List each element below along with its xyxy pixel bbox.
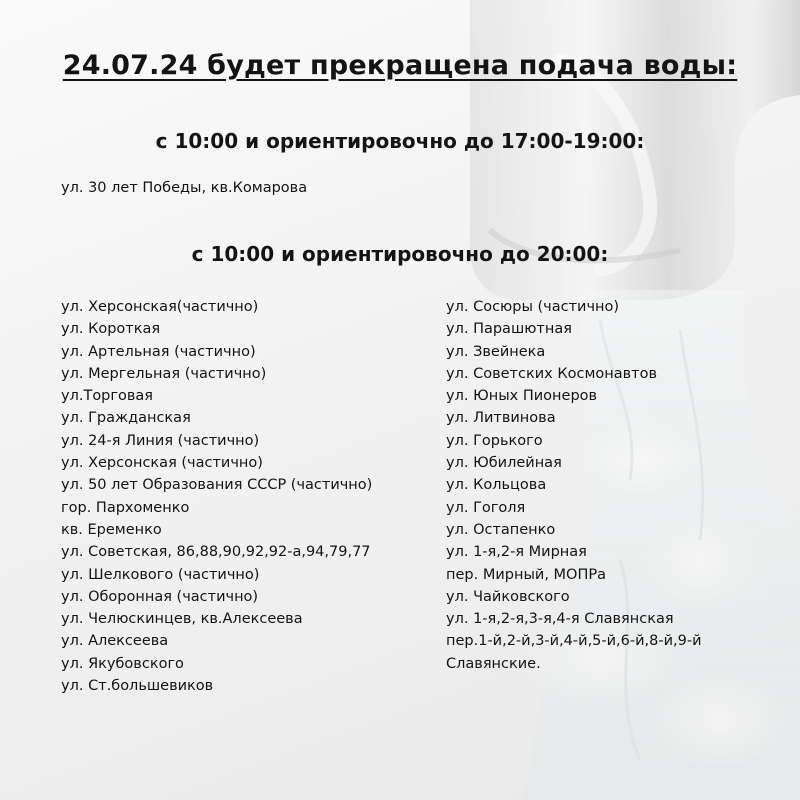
street-item: ул. Гоголя	[446, 499, 526, 516]
section-heading-17-19: с 10:00 и ориентировочно до 17:00-19:00:	[155, 129, 645, 153]
street-item: ул.Торговая	[61, 388, 154, 405]
street-item: пер. Мирный, МОПРа	[446, 566, 606, 583]
street-item: ул. Мергельная (частично)	[61, 365, 267, 382]
street-item: Славянские.	[446, 655, 541, 672]
section-heading-20: с 10:00 и ориентировочно до 20:00:	[191, 242, 609, 266]
street-item: ул. Короткая	[61, 321, 161, 338]
street-item: ул. 24-я Линия (частично)	[61, 432, 260, 449]
street-item: ул. 50 лет Образования СССР (частично)	[61, 477, 373, 494]
street-item: ул. Кольцова	[446, 477, 547, 494]
street-item: ул. Парашютная	[446, 321, 572, 338]
street-item: ул. Юных Пионеров	[446, 388, 598, 405]
street-item: ул. Артельная (частично)	[61, 343, 256, 360]
street-item: ул. Горького	[446, 432, 543, 449]
street-item: ул. Советская, 86,88,90,92,92-а,94,79,77	[61, 544, 371, 561]
street-item: кв. Еременко	[61, 521, 162, 538]
street-item: ул. Сосюры (частично)	[446, 299, 620, 315]
street-item: ул. Гражданская	[61, 410, 191, 427]
street-item: ул. Херсонская(частично)	[61, 299, 259, 315]
street-item: ул. Звейнека	[446, 343, 546, 360]
street-item: ул. Чайковского	[446, 588, 570, 605]
street-single: ул. 30 лет Победы, кв.Комарова	[61, 180, 308, 196]
street-item: ул. Остапенко	[446, 521, 556, 538]
street-item: ул. Ст.большевиков	[61, 678, 214, 695]
street-item: ул. Якубовского	[61, 655, 184, 672]
street-item: ул. Челюскинцев, кв.Алексеева	[61, 611, 303, 628]
street-list-right	[446, 296, 702, 675]
street-list-left	[61, 296, 372, 697]
street-item: ул. 1-я,2-я,3-я,4-я Славянская	[446, 611, 674, 628]
street-item: пер.1-й,2-й,3-й,4-й,5-й,6-й,8-й,9-й	[446, 633, 702, 650]
street-item: ул. Шелкового (частично)	[61, 566, 260, 583]
street-item: гор. Пархоменко	[61, 499, 190, 516]
street-item: ул. Юбилейная	[446, 455, 562, 472]
street-item: ул. Херсонская (частично)	[61, 455, 263, 472]
street-item: ул. Советских Космонавтов	[446, 365, 658, 382]
street-item: ул. Литвинова	[446, 410, 556, 427]
street-item: ул. Оборонная (частично)	[61, 588, 259, 605]
street-item: ул. 1-я,2-я Мирная	[446, 544, 587, 561]
street-item: ул. Алексеева	[61, 633, 169, 650]
page-title: 24.07.24 будет прекращена подача воды:	[62, 50, 738, 81]
